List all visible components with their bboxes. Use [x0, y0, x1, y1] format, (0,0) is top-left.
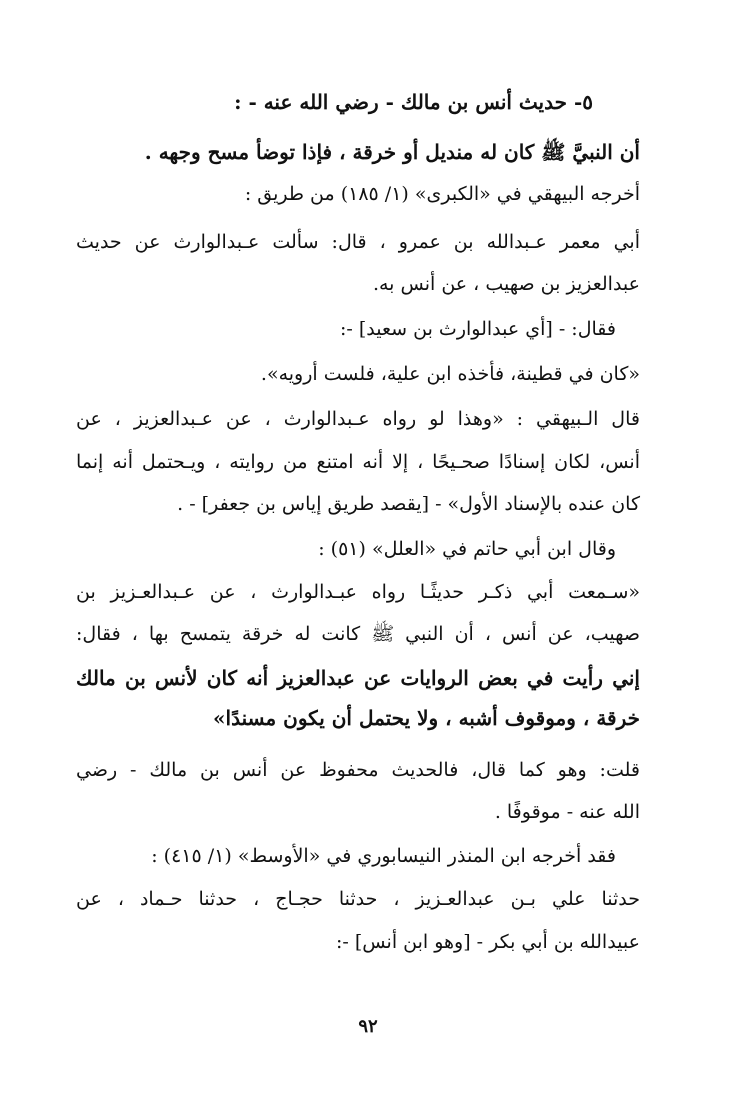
- text-line: عبيدالله بن أبي بكر - [وهو ابن أنس] -:: [336, 931, 640, 953]
- text-line: أنس، لكان إسنادًا صحـيحًا ، إلا أنه امتنع من روايته ، ويـحتمل أنه إنما: [76, 451, 640, 473]
- quote-line-bold: إني رأيت في بعض الروايات عن عبدالعزيز أنه كان لأنس بن مالك: [76, 666, 640, 690]
- text-line: فقال: - [أي عبدالوارث بن سعيد] -:: [340, 318, 616, 340]
- page-number: ٩٢: [358, 1016, 378, 1037]
- text-line: كان عنده بالإسناد الأول» - [يقصد طريق إياس بن جعفر] - .: [177, 493, 640, 515]
- quote-line: «كان في قطينة، فأخذه ابن علية، فلست أرويه».: [260, 363, 640, 385]
- hadith-text: أن النبيَّ ﷺ كان له منديل أو خرقة ، فإذا توضأ مسح وجهه .: [144, 140, 640, 164]
- text-line: قال الـبيهقي : «وهذا لو رواه عـبدالوارث ، عن عـبدالعزيز ، عن: [76, 408, 640, 430]
- text-line: وقال ابن أبي حاتم في «العلل» (٥١) :: [318, 538, 616, 560]
- text-line: حدثنا علي بـن عبدالعـزيز ، حدثنا حجـاج ، حدثنا حـماد ، عن: [76, 888, 640, 910]
- hadith-heading: ٥- حديث أنس بن مالك - رضي الله عنه - :: [234, 90, 593, 114]
- quote-line-bold: خرقة ، وموقوف أشبه ، ولا يحتمل أن يكون مسندًا»: [213, 706, 640, 730]
- text-line: أخرجه البيهقي في «الكبرى» (١/ ١٨٥) من طريق :: [244, 183, 640, 205]
- text-line: أبي معمر عـبدالله بن عمرو ، قال: سألت عـبدالوارث عن حديث: [76, 231, 640, 253]
- text-line: الله عنه - موقوفًا .: [494, 801, 640, 823]
- quote-line: صهيب، عن أنس ، أن النبي ﷺ كانت له خرقة يتمسح بها ، فقال:: [76, 623, 640, 645]
- text-line: قلت: وهو كما قال، فالحديث محفوظ عن أنس بن مالك - رضي: [76, 759, 640, 781]
- text-line: فقد أخرجه ابن المنذر النيسابوري في «الأوسط» (١/ ٤١٥) :: [151, 845, 616, 867]
- text-line: عبدالعزيز بن صهيب ، عن أنس به.: [372, 273, 640, 295]
- quote-line: «سـمعت أبي ذكـر حديثًـا رواه عبـدالوارث ، عن عـبدالعـزيز بن: [76, 581, 640, 603]
